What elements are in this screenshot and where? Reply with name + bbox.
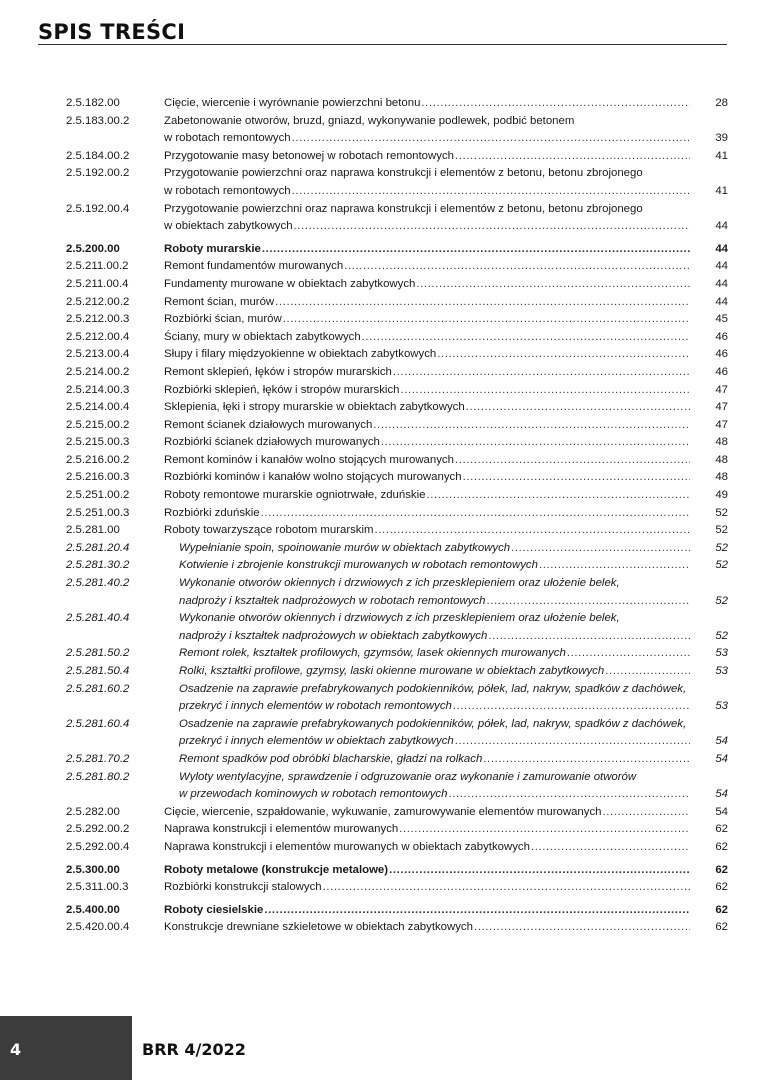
toc-entry-title <box>164 919 728 937</box>
toc-entry-title <box>164 522 728 540</box>
toc-entry-title-line <box>164 434 690 452</box>
toc-entry-code: 2.5.215.00.2 <box>66 418 130 431</box>
dot-leader <box>291 183 690 201</box>
toc-entry-page: 52 <box>715 559 728 572</box>
toc-entry-title-line <box>164 201 690 219</box>
toc-entry-title-line <box>164 902 690 920</box>
dot-leader <box>447 786 690 804</box>
toc-entry-title <box>164 879 728 897</box>
toc-entry <box>66 469 728 487</box>
toc-entry-title-line <box>164 329 690 347</box>
dot-leader <box>261 241 690 259</box>
toc-entry <box>66 645 728 663</box>
toc-entry-title-text: Kotwienie i zbrojenie konstrukcji murowanych w robotach remontowych <box>179 559 538 572</box>
toc-entry-title-line <box>179 663 690 681</box>
toc-entry-code: 2.5.292.00.4 <box>66 840 130 853</box>
toc-entry-title-line <box>164 919 690 937</box>
toc-entry <box>66 522 728 540</box>
toc-entry-title-line <box>164 821 690 839</box>
toc-entry-code: 2.5.281.60.4 <box>66 717 130 730</box>
toc-entry-title-text: Remont fundamentów murowanych <box>164 260 344 273</box>
toc-entry-title-text: Wykonanie otworów okiennych i drzwiowych z ich przesklepieniem oraz ułożenie belek, <box>179 612 620 625</box>
toc-entry-title-line <box>164 505 690 523</box>
toc-entry-page: 53 <box>715 647 728 660</box>
toc-entry-page: 47 <box>715 383 728 396</box>
toc-entry <box>66 540 728 558</box>
dot-leader <box>374 522 690 540</box>
toc-entry-title-text: Cięcie, wiercenie, szpałdowanie, wykuwanie, zamurowywanie elementów murowanych <box>164 805 602 818</box>
toc-entry-title <box>164 113 728 148</box>
toc-entry-page: 54 <box>715 788 728 801</box>
toc-entry-page: 52 <box>715 524 728 537</box>
toc-entry-code: 2.5.281.50.2 <box>66 647 130 660</box>
toc-entry-title-line <box>179 769 690 787</box>
dot-leader <box>400 382 691 400</box>
toc-entry-title-line <box>164 469 690 487</box>
toc-entry <box>66 382 728 400</box>
toc-entry-code: 2.5.216.00.2 <box>66 453 130 466</box>
toc-entry-title-line <box>179 540 690 558</box>
toc-entry-title-text: Naprawa konstrukcji i elementów murowanych <box>164 823 399 836</box>
toc-entry-title-line <box>164 522 690 540</box>
toc-entry <box>66 769 728 804</box>
toc-entry <box>66 276 728 294</box>
toc-entry-page: 41 <box>715 184 728 197</box>
dot-leader <box>454 452 690 470</box>
toc-entry-title <box>164 165 728 200</box>
toc-entry-title-text: Rozbiórki ścianek działowych murowanych <box>164 436 380 449</box>
toc-entry-title-line <box>179 698 690 716</box>
dot-leader <box>361 329 690 347</box>
toc-entry-title <box>164 434 728 452</box>
toc-entry-title <box>164 399 728 417</box>
toc-entry-code: 2.5.311.00.3 <box>66 881 129 894</box>
footer-page-number: 4 <box>10 1040 22 1059</box>
title-divider <box>38 44 727 45</box>
toc-entry-title-line <box>179 575 690 593</box>
toc-entry-title-text: Zabetonowanie otworów, bruzd, gniazd, wykonywanie podlewek, podbić betonem <box>164 114 575 127</box>
dot-leader <box>293 218 690 236</box>
toc-entry-title-line <box>179 716 690 734</box>
toc-entry-title-line <box>179 786 690 804</box>
toc-entry-title-line <box>164 258 690 276</box>
toc-entry <box>66 399 728 417</box>
toc-entry-code: 2.5.214.00.3 <box>66 383 130 396</box>
toc-entry-title-line <box>164 276 690 294</box>
toc-entry <box>66 452 728 470</box>
toc-entry-title-line <box>179 645 690 663</box>
dot-leader <box>274 294 690 312</box>
toc-entry-title-text: Remont spadków pod obróbki blacharskie, gładzi na rolkach <box>179 752 483 765</box>
dot-leader <box>452 698 690 716</box>
dot-leader <box>530 839 690 857</box>
toc-entry-code: 2.5.281.40.2 <box>66 577 130 590</box>
toc-entry-page: 48 <box>715 436 728 449</box>
toc-entry-code: 2.5.214.00.4 <box>66 401 130 414</box>
toc-entry-title-text: Remont kominów i kanałów wolno stojących murowanych <box>164 453 454 466</box>
toc-entry-title-text: w przewodach kominowych w robotach remontowych <box>179 788 448 801</box>
dot-leader <box>482 751 690 769</box>
toc-entry-title <box>164 469 728 487</box>
dot-leader <box>388 862 690 880</box>
toc-entry-page: 41 <box>715 149 728 162</box>
toc-entry-title <box>164 839 728 857</box>
toc-entry-code: 2.5.213.00.4 <box>66 348 130 361</box>
toc-entry-title <box>164 452 728 470</box>
toc-entry-page: 54 <box>715 805 728 818</box>
toc-entry-title-line <box>164 804 690 822</box>
toc-entry-page: 53 <box>715 700 728 713</box>
dot-leader <box>487 628 690 646</box>
toc-entry-title-text: Roboty towarzyszące robotom murarskim <box>164 524 374 537</box>
dot-leader <box>392 364 690 382</box>
toc-entry <box>66 505 728 523</box>
toc-entry-code: 2.5.420.00.4 <box>66 921 130 934</box>
dot-leader <box>485 593 690 611</box>
dot-leader <box>510 540 690 558</box>
toc-entry-title <box>164 769 728 804</box>
toc-entry-title <box>164 716 728 751</box>
toc-entry-title-line <box>164 839 690 857</box>
toc-entry-page: 49 <box>715 489 728 502</box>
footer-issue-label: BRR 4/2022 <box>142 1040 246 1059</box>
toc-entry-title-line <box>164 487 690 505</box>
toc-entry-title <box>164 610 728 645</box>
toc-entry-title <box>164 364 728 382</box>
toc-entry <box>66 663 728 681</box>
toc-entry-title-line <box>179 610 690 628</box>
toc-entry-code: 2.5.281.70.2 <box>66 752 130 765</box>
dot-leader <box>260 505 690 523</box>
toc-entry-title-line <box>164 311 690 329</box>
toc-entry-title-text: Wyloty wentylacyjne, sprawdzenie i odgruzowanie oraz wykonanie i zamurowanie otworów <box>179 770 637 783</box>
toc-entry <box>66 294 728 312</box>
toc-entry <box>66 364 728 382</box>
toc-entry-title-text: Roboty murarskie <box>164 242 261 255</box>
toc-entry-code: 2.5.212.00.2 <box>66 295 130 308</box>
toc-entry-title-text: Remont ścianek działowych murowanych <box>164 418 373 431</box>
toc-entry-page: 52 <box>715 541 728 554</box>
toc-entry-title-text: Remont sklepień, łęków i stropów murarskich <box>164 365 392 378</box>
toc-entry <box>66 610 728 645</box>
toc-entry-title-text: przekryć i innych elementów w robotach remontowych <box>179 700 452 713</box>
toc-entry <box>66 751 728 769</box>
toc-entry-title <box>164 329 728 347</box>
toc-entry-title <box>164 294 728 312</box>
toc-entry-title-line <box>179 557 690 575</box>
toc-entry-title <box>164 645 728 663</box>
toc-entry <box>66 862 728 880</box>
toc-entry <box>66 716 728 751</box>
toc-entry-page: 44 <box>715 277 728 290</box>
toc-entry <box>66 417 728 435</box>
toc-entry-title <box>164 821 728 839</box>
toc-entry-title <box>164 540 728 558</box>
toc-entry-title-text: Remont rolek, kształtek profilowych, gzymsów, lasek okiennych murowanych <box>179 647 566 660</box>
toc-entry-title <box>164 487 728 505</box>
toc-entry-title-line <box>164 130 690 148</box>
toc-entry-code: 2.5.211.00.2 <box>66 260 129 273</box>
toc-entry-code: 2.5.300.00 <box>66 863 120 876</box>
toc-entry-code: 2.5.400.00 <box>66 903 120 916</box>
toc-entry-page: 47 <box>715 401 728 414</box>
toc-entry-code: 2.5.212.00.4 <box>66 330 130 343</box>
toc-entry-title <box>164 346 728 364</box>
toc-entry-title-text: w robotach remontowych <box>164 184 291 197</box>
toc-entry-page: 62 <box>715 823 728 836</box>
toc-entry <box>66 575 728 610</box>
toc-entry <box>66 879 728 897</box>
toc-entry-code: 2.5.216.00.3 <box>66 471 130 484</box>
dot-leader <box>601 804 690 822</box>
toc-entry-code: 2.5.183.00.2 <box>66 114 130 127</box>
toc-entry-title-line <box>179 681 690 699</box>
toc-entry-title <box>164 382 728 400</box>
toc-entry-title-text: Cięcie, wiercenie i wyrównanie powierzchni betonu <box>164 97 421 109</box>
toc-entry-title-text: Wykonanie otworów okiennych i drzwiowych z ich przesklepieniem oraz ułożenie belek, <box>179 577 620 590</box>
dot-leader <box>415 276 690 294</box>
toc-entry-title-line <box>164 364 690 382</box>
toc-entry-code: 2.5.281.00 <box>66 524 120 537</box>
dot-leader <box>372 417 690 435</box>
toc-entry <box>66 311 728 329</box>
toc-entry-code: 2.5.282.00 <box>66 805 120 818</box>
toc-entry-code: 2.5.281.40.4 <box>66 612 130 625</box>
toc-entry <box>66 165 728 200</box>
dot-leader <box>436 346 690 364</box>
toc-entry-code: 2.5.281.80.2 <box>66 770 130 783</box>
toc-entry-title-line <box>164 452 690 470</box>
toc-entry <box>66 919 728 937</box>
toc-entry-page: 45 <box>715 313 728 326</box>
toc-entry-title <box>164 505 728 523</box>
toc-entry-page: 52 <box>715 629 728 642</box>
toc-entry-page: 28 <box>715 97 728 109</box>
toc-entry-title-text: Roboty ciesielskie <box>164 903 264 916</box>
toc-entry-title-text: w robotach remontowych <box>164 132 291 145</box>
toc-entry-title-text: nadproży i kształtek nadprożowych w obiektach zabytkowych <box>179 629 488 642</box>
toc-entry-title <box>164 681 728 716</box>
toc-entry <box>66 201 728 236</box>
dot-leader <box>425 487 690 505</box>
toc-entry-title-text: Remont ścian, murów <box>164 295 275 308</box>
toc-entry <box>66 329 728 347</box>
toc-entry <box>66 839 728 857</box>
toc-entry-title-line <box>164 218 690 236</box>
dot-leader <box>322 879 690 897</box>
dot-leader <box>566 645 690 663</box>
toc-entry-page: 44 <box>715 260 728 273</box>
toc-entry <box>66 681 728 716</box>
toc-entry-title-text: Przygotowanie powierzchni oraz naprawa konstrukcji i elementów z betonu, betonu zbrojonego <box>164 202 643 215</box>
toc-entry-title-line <box>164 148 690 166</box>
dot-leader <box>465 399 690 417</box>
dot-leader <box>420 95 690 113</box>
toc-entry-title-text: Konstrukcje drewniane szkieletowe w obiektach zabytkowych <box>164 921 473 934</box>
toc-entry-title <box>164 276 728 294</box>
toc-entry-page: 62 <box>715 903 728 916</box>
dot-leader <box>282 311 690 329</box>
dot-leader <box>454 733 690 751</box>
toc-entry-title-text: w obiektach zabytkowych <box>164 220 293 233</box>
toc-entry-page: 44 <box>715 242 728 255</box>
dot-leader <box>473 919 690 937</box>
toc-entry-title-text: Przygotowanie masy betonowej w robotach remontowych <box>164 149 454 162</box>
toc-entry-code: 2.5.192.00.4 <box>66 202 130 215</box>
toc-entry-page: 54 <box>715 752 728 765</box>
toc-entry <box>66 346 728 364</box>
toc-entry-title-text: Rozbiórki konstrukcji stalowych <box>164 881 322 894</box>
toc-entry-code: 2.5.281.20.4 <box>66 541 130 554</box>
toc-entry-code: 2.5.214.00.2 <box>66 365 130 378</box>
toc-entry-code: 2.5.200.00 <box>66 242 120 255</box>
toc-entry <box>66 821 728 839</box>
toc-entry-title-text: Roboty remontowe murarskie ogniotrwałe, zduńskie <box>164 489 426 502</box>
toc-entry-code: 2.5.192.00.2 <box>66 167 130 180</box>
toc-entry-code: 2.5.281.30.2 <box>66 559 130 572</box>
toc-entry-title <box>164 241 728 259</box>
toc-entry-title-text: Słupy i filary międzyokienne w obiektach zabytkowych <box>164 348 437 361</box>
dot-leader <box>263 902 690 920</box>
dot-leader <box>604 663 690 681</box>
toc-entry <box>66 434 728 452</box>
toc-entry-title-text: Ściany, mury w obiektach zabytkowych <box>164 330 361 343</box>
toc-entry-page: 39 <box>715 132 728 145</box>
toc-entry-page: 44 <box>715 295 728 308</box>
toc-entry-title-text: Przygotowanie powierzchni oraz naprawa konstrukcji i elementów z betonu, betonu zbrojonego <box>164 167 643 180</box>
toc-entry-page: 46 <box>715 365 728 378</box>
toc-entry-title <box>164 417 728 435</box>
toc-entry-page: 48 <box>715 471 728 484</box>
toc-entry-code: 2.5.292.00.2 <box>66 823 130 836</box>
toc-entry-title <box>164 804 728 822</box>
toc-entry-code: 2.5.251.00.3 <box>66 506 130 519</box>
toc-entry-page: 46 <box>715 330 728 343</box>
toc-entry-title <box>164 862 728 880</box>
toc-entry <box>66 241 728 259</box>
toc-entry-title-text: Rolki, kształtki profilowe, gzymsy, laski okienne murowane w obiektach zabytkowych <box>179 665 605 677</box>
toc-entry-title-line <box>164 862 690 880</box>
toc-entry-title-text: Rozbiórki kominów i kanałów wolno stojących murowanych <box>164 471 462 484</box>
toc-entry-title-line <box>164 95 690 113</box>
toc-entry-title-line <box>179 628 690 646</box>
toc-entry-title <box>164 201 728 236</box>
toc-entry-code: 2.5.211.00.4 <box>66 277 129 290</box>
toc-entry-title-text: Wypełnianie spoin, spoinowanie murów w obiektach zabytkowych <box>179 541 511 554</box>
toc-entry-title-text: Osadzenie na zaprawie prefabrykowanych podokienników, półek, lad, nakryw, spadków z dachówek, <box>179 717 687 730</box>
toc-entry <box>66 113 728 148</box>
toc-entry-page: 52 <box>715 594 728 607</box>
toc-entry-page: 46 <box>715 348 728 361</box>
toc-entry-title <box>164 663 728 681</box>
toc-entry-title <box>164 575 728 610</box>
toc-entry-title-line <box>164 399 690 417</box>
toc-entry-page: 52 <box>715 506 728 519</box>
toc-entry-title-line <box>179 593 690 611</box>
dot-leader <box>454 148 690 166</box>
toc-entry-code: 2.5.184.00.2 <box>66 149 130 162</box>
dot-leader <box>398 821 690 839</box>
toc-entry-title-text: Rozbiórki zduńskie <box>164 506 260 519</box>
toc-entry-title-line <box>164 241 690 259</box>
toc-entry-page: 48 <box>715 453 728 466</box>
toc-entry-title-text: Osadzenie na zaprawie prefabrykowanych podokienników, półek, lad, nakryw, spadków z dachówek, <box>179 682 687 695</box>
toc-entry-title-text: Rozbiórki ścian, murów <box>164 313 282 326</box>
toc-entry-code: 2.5.182.00 <box>66 97 120 109</box>
toc-entry-title-text: nadproży i kształtek nadprożowych w robotach remontowych <box>179 594 486 607</box>
toc-entry-title <box>164 311 728 329</box>
toc-entry-page: 53 <box>715 665 728 677</box>
toc-entry-page: 62 <box>715 840 728 853</box>
toc-entry-title-line <box>179 733 690 751</box>
toc-entry-code: 2.5.215.00.3 <box>66 436 130 449</box>
toc-entry-title-text: przekryć i innych elementów w obiektach zabytkowych <box>179 735 454 748</box>
toc-entry <box>66 95 728 113</box>
toc-entry-page: 44 <box>715 220 728 233</box>
toc-entry-title-line <box>164 879 690 897</box>
dot-leader <box>343 258 690 276</box>
toc-entry-title-text: Sklepienia, łęki i stropy murarskie w obiektach zabytkowych <box>164 401 465 414</box>
toc-entry <box>66 902 728 920</box>
toc-entry-title-line <box>164 417 690 435</box>
toc-entry <box>66 148 728 166</box>
page-title: SPIS TREŚCI <box>38 20 186 44</box>
toc-entry-code: 2.5.281.60.2 <box>66 682 130 695</box>
toc-entry-code: 2.5.251.00.2 <box>66 489 130 502</box>
toc-entry-page: 62 <box>715 921 728 934</box>
toc-entry-title <box>164 95 728 113</box>
toc-entry-title <box>164 751 728 769</box>
toc-entry-title-text: Roboty metalowe (konstrukcje metalowe) <box>164 863 389 876</box>
toc-entry-title <box>164 258 728 276</box>
toc-entry-page: 62 <box>715 863 728 876</box>
dot-leader <box>291 130 690 148</box>
toc-entry-title-text: Naprawa konstrukcji i elementów murowanych w obiektach zabytkowych <box>164 840 530 853</box>
toc-entry <box>66 557 728 575</box>
toc-entry-title-line <box>179 751 690 769</box>
toc-entry-title <box>164 902 728 920</box>
toc-entry-title <box>164 557 728 575</box>
toc-entry-page: 62 <box>715 881 728 894</box>
toc-entry-title-line <box>164 165 690 183</box>
table-of-contents <box>66 95 728 937</box>
toc-entry-title-line <box>164 113 690 131</box>
toc-entry-page: 54 <box>715 735 728 748</box>
toc-entry-title-line <box>164 183 690 201</box>
dot-leader <box>538 557 690 575</box>
toc-entry-title-text: Rozbiórki sklepień, łęków i stropów murarskich <box>164 383 400 396</box>
toc-entry-code: 2.5.212.00.3 <box>66 313 130 326</box>
dot-leader <box>462 469 690 487</box>
toc-entry <box>66 258 728 276</box>
dot-leader <box>380 434 690 452</box>
toc-entry-title <box>164 148 728 166</box>
toc-entry-title-line <box>164 346 690 364</box>
toc-entry-title-line <box>164 382 690 400</box>
toc-entry-title-text: Fundamenty murowane w obiektach zabytkowych <box>164 277 416 290</box>
toc-entry-page: 47 <box>715 418 728 431</box>
toc-entry <box>66 487 728 505</box>
toc-entry-code: 2.5.281.50.4 <box>66 665 130 677</box>
toc-entry-title-line <box>164 294 690 312</box>
toc-entry <box>66 804 728 822</box>
